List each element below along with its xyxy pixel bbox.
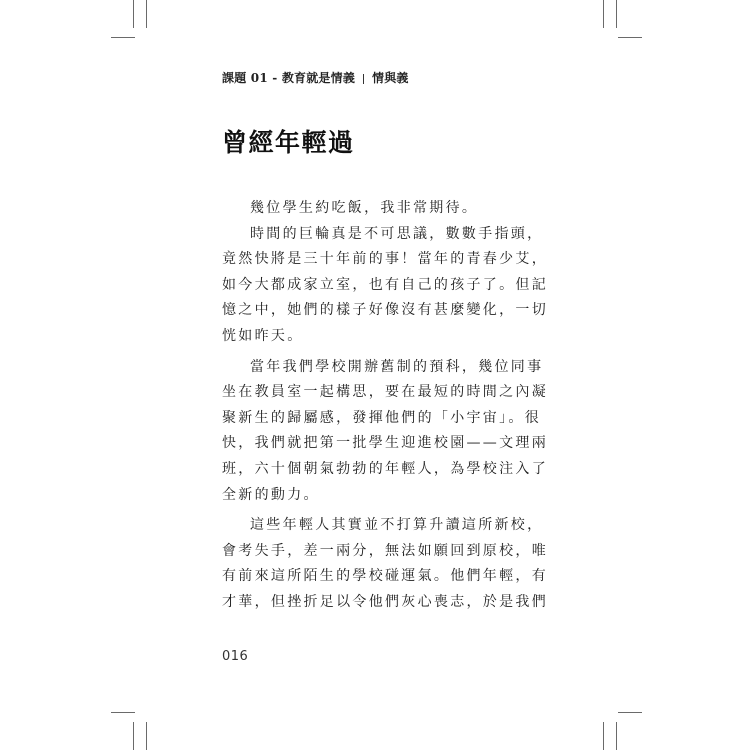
crop-mark-bottom-right-3 [616, 722, 617, 750]
text-line: 有前來這所陌生的學校碰運氣。他們年輕，有 [222, 568, 548, 585]
text-line: 竟然快將是三十年前的事！當年的青春少艾， [222, 251, 548, 268]
text-line: 幾位學生約吃飯，我非常期待。 [250, 200, 479, 216]
running-head-divider [363, 74, 364, 84]
crop-mark-top-right-1 [603, 0, 604, 28]
page-number: 016 [222, 649, 249, 664]
text-line: 聚新生的歸屬感，發揮他們的「小宇宙」。很 [222, 409, 541, 426]
running-head-chapter: 課題 01 - 教育就是情義 [222, 71, 356, 85]
chapter-title: 曾經年輕過 [222, 128, 355, 157]
crop-mark-bottom-left-1 [111, 712, 135, 713]
text-line: 時間的巨輪真是不可思議，數數手指頭， [250, 225, 544, 242]
text-line: 班，六十個朝氣勃勃的年輕人，為學校注入了 [222, 460, 548, 477]
running-head-section: 情與義 [372, 71, 409, 85]
crop-mark-top-left-3 [111, 37, 135, 38]
text-line: 恍如昨天。 [222, 327, 304, 344]
crop-mark-bottom-right-1 [618, 712, 642, 713]
paragraph-1 [222, 196, 518, 222]
crop-mark-top-right-3 [618, 37, 642, 38]
text-line: 快，我們就把第一批學生迎進校園——文理兩 [222, 435, 548, 452]
crop-mark-top-left-2 [146, 0, 147, 28]
text-line: 當年我們學校開辦舊制的預科，幾位同事 [250, 358, 544, 375]
crop-mark-top-left-1 [133, 0, 134, 28]
paragraph-4 [222, 513, 548, 615]
body-text [222, 196, 548, 616]
text-line: 這些年輕人其實並不打算升讀這所新校， [250, 517, 544, 534]
text-line: 會考失手，差一兩分，無法如願回到原校，唯 [222, 542, 548, 559]
paragraph-2 [222, 222, 548, 350]
text-line: 才華，但挫折足以令他們灰心喪志，於是我們 [222, 593, 548, 610]
crop-mark-top-right-2 [616, 0, 617, 28]
crop-mark-bottom-right-2 [603, 722, 604, 750]
text-line: 如今大都成家立室，也有自己的孩子了。但記 [222, 276, 548, 293]
text-line: 全新的動力。 [222, 486, 320, 503]
crop-mark-bottom-left-3 [146, 722, 147, 750]
running-head [222, 69, 409, 86]
paragraph-3 [222, 355, 548, 509]
crop-mark-bottom-left-2 [133, 722, 134, 750]
text-line: 坐在教員室一起構思，要在最短的時間之內凝 [222, 384, 548, 401]
text-line: 憶之中，她們的樣子好像沒有甚麼變化，一切 [222, 302, 548, 319]
